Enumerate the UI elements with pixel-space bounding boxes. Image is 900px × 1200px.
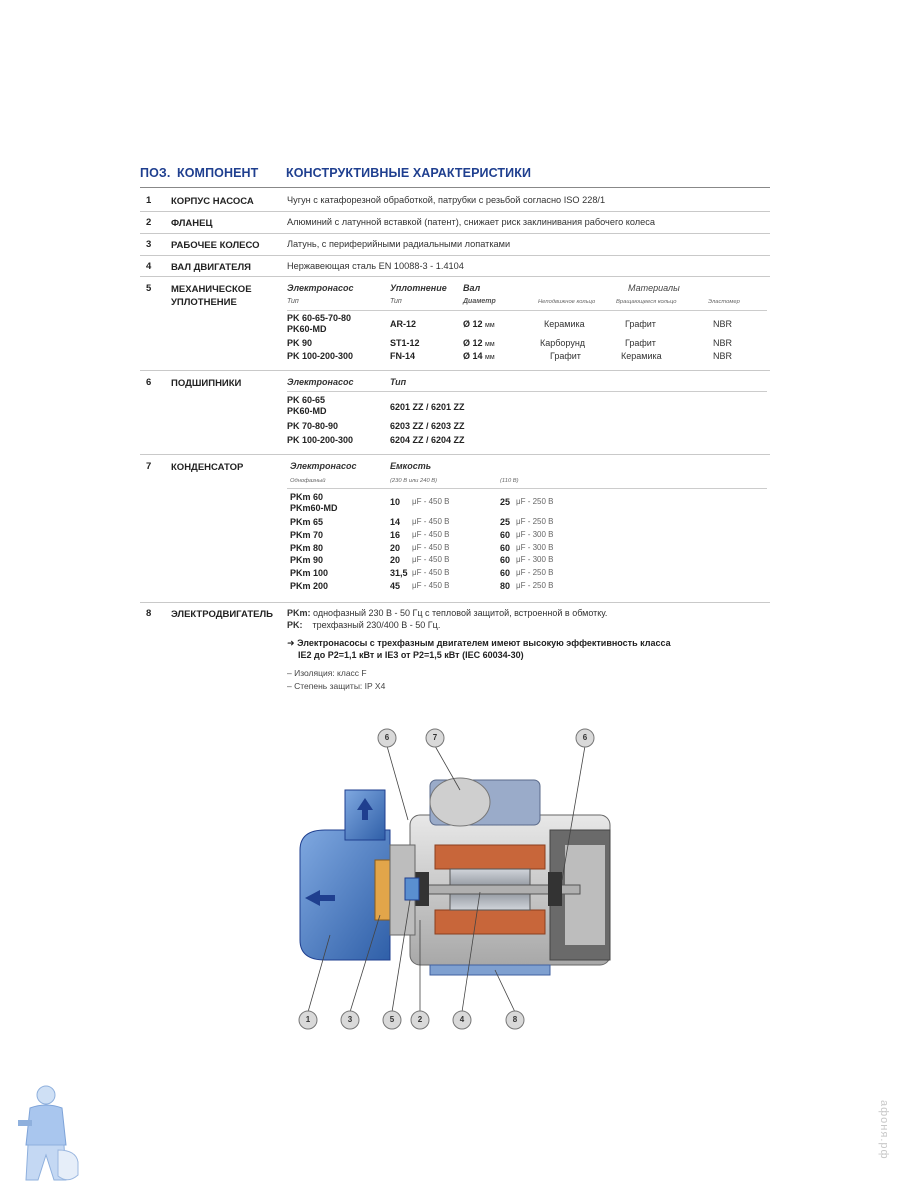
capacitor-value-110: 60 xyxy=(500,529,511,540)
seal-pump: PK 60-65-70-80 xyxy=(287,313,352,323)
fan xyxy=(565,845,605,945)
bearings-header-pump: Электронасос xyxy=(287,377,354,387)
callout-marker xyxy=(341,1011,359,1029)
seal-material-fixed: Керамика xyxy=(544,319,585,329)
capacitor-sub-110: (110 В) xyxy=(500,478,519,484)
row-divider xyxy=(140,602,770,603)
component-name: ВАЛ ДВИГАТЕЛЯ xyxy=(171,262,251,273)
capacitor-pump: PKm60-MD xyxy=(290,503,338,513)
capacitor-value-110: 60 xyxy=(500,568,511,579)
motor-protection: – Степень защиты: IP X4 xyxy=(287,681,386,691)
bearings-type: 6204 ZZ / 6204 ZZ xyxy=(390,435,465,445)
pump-cutaway-drawing xyxy=(280,720,640,1040)
seal-sub-type: Тип xyxy=(390,298,402,305)
capacitor-value-110: 25 xyxy=(500,517,511,527)
component-description: Нержавеющая сталь EN 10088-3 - 1.4104 xyxy=(287,261,464,271)
seal-material-elastomer: NBR xyxy=(713,338,733,348)
capacitor-pump: PKm 80 xyxy=(290,542,324,553)
stator-winding-top xyxy=(435,845,545,869)
capacitor-header-pump: Электронасос xyxy=(290,461,357,471)
bearings-pump: PK 60-65 xyxy=(287,395,326,405)
row-number: 3 xyxy=(146,239,152,250)
seal-material-rotating: Графит xyxy=(625,338,656,348)
component-description: Чугун с катафорезной обработкой, патрубки с резьбой согласно ISO 228/1 xyxy=(287,195,606,205)
seal-type: FN-14 xyxy=(390,351,416,361)
row-number: 8 xyxy=(146,608,152,619)
component-name: ФЛАНЕЦ xyxy=(171,218,213,229)
capacitor-value-110: 25 xyxy=(500,497,511,507)
capacitor-value-230: 14 xyxy=(390,517,401,527)
mechanical-seal xyxy=(405,878,419,900)
component-name: КОНДЕНСАТОР xyxy=(171,462,244,473)
capacitor-sub-single: Однофазный xyxy=(290,478,326,484)
seal-material-elastomer: NBR xyxy=(713,351,733,361)
callout-marker xyxy=(453,1011,471,1029)
svg-text:1: 1 xyxy=(305,1015,311,1025)
capacitor-unit-230: μF - 450 В xyxy=(412,517,450,526)
bearings-header-type: Тип xyxy=(390,377,407,387)
capacitor-value-230: 45 xyxy=(390,581,401,591)
header-divider xyxy=(140,187,770,188)
capacitor-pump: PKm 65 xyxy=(290,517,324,527)
seal-header-shaft: Вал xyxy=(463,283,481,293)
seal-sub-rotating-ring: Вращающееся кольцо xyxy=(616,299,677,305)
row-divider xyxy=(140,233,770,234)
capacitor-value-230: 20 xyxy=(390,555,401,566)
motor-efficiency-note-2: IE2 до P2=1,1 кВт и IE3 от P2=1,5 кВт (IEC 60034-30) xyxy=(298,650,524,660)
watermark: афоня.рф xyxy=(878,1100,890,1160)
seal-sub-fixed-ring: Неподвижное кольцо xyxy=(538,299,596,305)
svg-text:3: 3 xyxy=(347,1015,353,1025)
callout-marker xyxy=(383,1011,401,1029)
seal-header-pump: Электронасос xyxy=(287,283,354,293)
seal-material-fixed: Графит xyxy=(550,351,581,361)
capacitor-pump: PKm 100 xyxy=(290,568,329,579)
capacitor-section xyxy=(140,461,770,601)
seal-type: AR-12 xyxy=(390,319,417,329)
capacitor-unit-230: μF - 450 В xyxy=(412,497,450,506)
capacitor-unit-110: μF - 250 В xyxy=(516,497,554,506)
svg-text:6: 6 xyxy=(384,733,390,743)
row-number: 5 xyxy=(146,283,152,294)
callout-marker xyxy=(426,729,444,747)
capacitor-unit-230: μF - 450 В xyxy=(412,555,450,565)
seal-header-materials: Материалы xyxy=(628,283,680,293)
component-name: МЕХАНИЧЕСКОЕ УПЛОТНЕНИЕ xyxy=(171,284,252,308)
capacitor-unit-110: μF - 300 В xyxy=(516,529,554,539)
svg-text:5: 5 xyxy=(389,1015,395,1025)
row-number: 1 xyxy=(146,195,152,206)
capacitor-value-110: 60 xyxy=(500,555,511,566)
capacitor-value-230: 10 xyxy=(390,497,401,507)
capacitor-value-110: 80 xyxy=(500,581,511,591)
capacitor-unit-230: μF - 450 В xyxy=(412,542,450,552)
capacitor-sub-230: (230 В или 240 В) xyxy=(390,478,438,484)
callout-marker xyxy=(576,729,594,747)
seal-sub-elastomer: Эластомер xyxy=(708,299,740,305)
row-number: 4 xyxy=(146,261,152,272)
seal-section xyxy=(140,283,770,373)
row-number: 2 xyxy=(146,217,152,228)
capacitor-pump: PKm 60 xyxy=(290,492,324,502)
row-divider xyxy=(140,370,770,371)
bearings-type: 6203 ZZ / 6203 ZZ xyxy=(390,421,465,431)
motor-pk-line: PK: трехфазный 230/400 В - 50 Гц. xyxy=(287,620,441,630)
svg-text:6: 6 xyxy=(582,733,588,743)
component-name: ПОДШИПНИКИ xyxy=(171,378,242,389)
capacitor-unit-230: μF - 450 В xyxy=(412,568,450,578)
capacitor-can xyxy=(430,778,490,826)
motor-insulation: – Изоляция: класс F xyxy=(287,668,367,678)
seal-pump: PK 100-200-300 xyxy=(287,351,354,361)
bearings-pump: PK 100-200-300 xyxy=(287,435,354,445)
seal-header-seal: Уплотнение xyxy=(390,283,447,293)
component-name: ЭЛЕКТРОДВИГАТЕЛЬ xyxy=(171,609,273,620)
seal-material-elastomer: NBR xyxy=(713,319,733,329)
capacitor-unit-110: μF - 250 В xyxy=(516,581,554,590)
component-name: РАБОЧЕЕ КОЛЕСО xyxy=(171,240,260,251)
capacitor-unit-230: μF - 450 В xyxy=(412,529,450,539)
seal-diameter: Ø 12 мм xyxy=(463,319,495,329)
row-divider xyxy=(140,255,770,256)
component-name: КОРПУС НАСОСА xyxy=(171,196,254,207)
bearings-section xyxy=(140,377,770,449)
capacitor-unit-110: μF - 250 В xyxy=(516,568,554,578)
header-component: КОМПОНЕНТ xyxy=(177,166,259,180)
header-pos: ПОЗ. xyxy=(140,166,171,180)
seal-sub-diameter: Диаметр xyxy=(463,298,496,305)
callout-marker xyxy=(378,729,396,747)
svg-text:2: 2 xyxy=(417,1015,423,1025)
motor-efficiency-note: ➜ Электронасосы с трехфазным двигателем имеют высокую эффективность класса xyxy=(287,638,671,648)
callout-marker xyxy=(299,1011,317,1029)
seal-pump: PK60-MD xyxy=(287,324,327,334)
motor-section xyxy=(140,608,770,698)
seal-diameter: Ø 14 мм xyxy=(463,351,495,361)
capacitor-pump: PKm 90 xyxy=(290,555,324,566)
seal-diameter: Ø 12 мм xyxy=(463,338,495,348)
row-divider xyxy=(140,454,770,455)
capacitor-value-230: 20 xyxy=(390,542,401,553)
callout-marker xyxy=(411,1011,429,1029)
capacitor-unit-110: μF - 250 В xyxy=(516,517,554,526)
capacitor-pump: PKm 200 xyxy=(290,581,329,591)
seal-material-rotating: Графит xyxy=(625,319,656,329)
capacitor-divider xyxy=(287,488,767,489)
bearing-rear xyxy=(548,872,562,906)
motor-pkm-line: PKm: однофазный 230 В - 50 Гц с тепловой защитой, встроенной в обмотку. xyxy=(287,608,608,618)
stator-winding-bottom xyxy=(435,910,545,934)
svg-text:7: 7 xyxy=(432,733,438,743)
bearings-pump: PK60-MD xyxy=(287,406,327,416)
capacitor-value-230: 31,5 xyxy=(390,568,408,579)
svg-text:4: 4 xyxy=(459,1015,465,1025)
pump-base xyxy=(430,965,550,975)
seal-pump: PK 90 xyxy=(287,338,313,348)
seal-divider xyxy=(287,310,767,311)
header-characteristics: КОНСТРУКТИВНЫЕ ХАРАКТЕРИСТИКИ xyxy=(286,166,532,180)
svg-text:8: 8 xyxy=(512,1015,518,1025)
seal-type: ST1-12 xyxy=(390,338,420,348)
capacitor-pump: PKm 70 xyxy=(290,529,324,540)
row-divider xyxy=(140,211,770,212)
capacitor-unit-230: μF - 450 В xyxy=(412,581,450,590)
row-divider xyxy=(140,276,770,277)
seal-material-fixed: Карборунд xyxy=(540,338,586,348)
component-description: Алюминий с латунной вставкой (патент), снижает риск заклинивания рабочего колеса xyxy=(287,217,655,227)
capacitor-header-capacity: Емкость xyxy=(390,461,432,471)
bearings-type: 6201 ZZ / 6201 ZZ xyxy=(390,402,465,412)
callout-marker xyxy=(506,1011,524,1029)
bearings-pump: PK 70-80-90 xyxy=(287,421,339,431)
capacitor-unit-110: μF - 300 В xyxy=(516,555,554,565)
bearings-divider xyxy=(287,391,767,392)
capacitor-unit-110: μF - 300 В xyxy=(516,542,554,552)
row-number: 6 xyxy=(146,377,152,388)
row-number: 7 xyxy=(146,461,152,472)
component-description: Латунь, с периферийными радиальными лопатками xyxy=(287,239,511,249)
capacitor-value-230: 16 xyxy=(390,529,401,540)
plumber-mascot-logo xyxy=(8,1080,88,1190)
seal-material-rotating: Керамика xyxy=(621,351,662,361)
seal-sub-type: Тип xyxy=(287,298,299,305)
capacitor-value-110: 60 xyxy=(500,542,511,553)
